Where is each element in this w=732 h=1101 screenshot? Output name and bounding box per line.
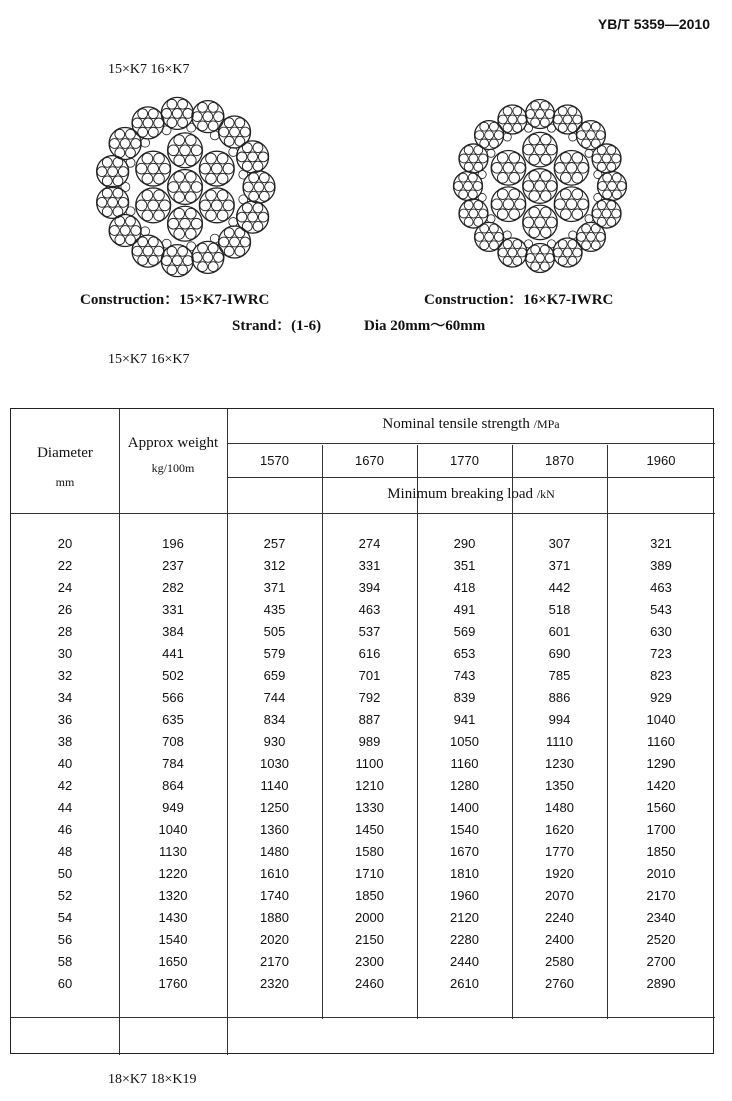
- table-cell: 502: [162, 668, 184, 683]
- table-cell: 2240: [545, 910, 574, 925]
- table-cell: 949: [162, 800, 184, 815]
- rope-types-top: 15×K7 16×K7: [108, 62, 190, 77]
- table-cell: 635: [162, 712, 184, 727]
- table-cell: 60: [57, 976, 73, 991]
- table-cell: 1230: [545, 756, 574, 771]
- table-cell: 1330: [355, 800, 384, 815]
- strength-header-unit: /MPa: [533, 417, 560, 431]
- table-cell: 46: [57, 822, 73, 837]
- table-cell: 930: [263, 734, 286, 749]
- table-cell: 2150: [355, 932, 384, 947]
- table-cell: 1850: [646, 844, 676, 859]
- table-cell: 708: [162, 734, 184, 749]
- table-cell: 1160: [647, 734, 675, 749]
- table-cell: 1650: [158, 954, 188, 969]
- table-cell: 1360: [260, 822, 289, 837]
- table-cell: 389: [650, 558, 672, 573]
- table-cell: 331: [162, 602, 184, 617]
- construction-left-label: Construction：15×K7-IWRC: [80, 292, 270, 308]
- table-cell: 785: [548, 668, 571, 683]
- table-cell: 2010: [646, 866, 676, 881]
- table-cell: 2020: [260, 932, 289, 947]
- table-cell: 32: [57, 668, 73, 683]
- table-cell: 441: [162, 646, 184, 661]
- table-cell: 2520: [646, 932, 676, 947]
- table-cell: 290: [453, 536, 476, 551]
- table-cell: 1210: [355, 778, 384, 793]
- table-cell: 2580: [545, 954, 574, 969]
- rope-cross-section-15-strand-image: [94, 96, 276, 278]
- table-cell: 1100: [355, 756, 384, 771]
- table-cell: 1740: [260, 888, 289, 903]
- load-header-unit: /kN: [536, 487, 555, 501]
- table-cell: 1430: [158, 910, 188, 925]
- table-cell: 2440: [450, 954, 479, 969]
- table-cell: 44: [57, 800, 73, 815]
- table-cell: 1040: [158, 822, 188, 837]
- table-cell: 2460: [355, 976, 384, 991]
- table-cell: 24: [57, 580, 73, 595]
- table-cell: 2400: [545, 932, 574, 947]
- table-cell: 196: [162, 536, 184, 551]
- standard-number: YB/T 5359—2010: [597, 16, 710, 32]
- strength-grade-header: 1960: [646, 453, 676, 468]
- table-cell: 1280: [450, 778, 479, 793]
- table-cell: 1400: [450, 800, 479, 815]
- rope-types-mid: 15×K7 16×K7: [108, 352, 190, 367]
- table-cell: 307: [548, 536, 571, 551]
- table-cell: 1290: [646, 756, 676, 771]
- strength-header-label: Nominal tensile strength: [382, 416, 530, 432]
- table-cell: 50: [57, 866, 73, 881]
- table-cell: 1350: [545, 778, 574, 793]
- table-cell: 34: [57, 690, 73, 705]
- table-cell: 30: [57, 646, 73, 661]
- table-cell: 839: [453, 690, 476, 705]
- table-cell: 237: [162, 558, 184, 573]
- table-cell: 1960: [450, 888, 479, 903]
- table-cell: 1710: [355, 866, 384, 881]
- table-cell: 518: [548, 602, 571, 617]
- table-cell: 56: [57, 932, 73, 947]
- table-cell: 886: [548, 690, 571, 705]
- table-cell: 1880: [260, 910, 289, 925]
- table-cell: 1760: [158, 976, 188, 991]
- table-cell: 26: [57, 602, 73, 617]
- diameter-range-label: Dia 20mm～60mm: [364, 318, 486, 334]
- table-cell: 701: [358, 668, 381, 683]
- table-cell: 1420: [646, 778, 676, 793]
- table-cell: 616: [358, 646, 381, 661]
- table-cell: 989: [358, 734, 381, 749]
- table-cell: 2300: [355, 954, 384, 969]
- table-cell: 1670: [450, 844, 479, 859]
- table-cell: 601: [548, 624, 571, 639]
- table-cell: 1160: [450, 756, 479, 771]
- table-cell: 1480: [545, 800, 574, 815]
- table-cell: 929: [650, 690, 672, 705]
- table-cell: 743: [453, 668, 476, 683]
- table-cell: 2700: [646, 954, 676, 969]
- table-cell: 257: [263, 536, 286, 551]
- table-cell: 442: [548, 580, 571, 595]
- table-cell: 653: [453, 646, 476, 661]
- breaking-load-table: [10, 408, 714, 1054]
- table-cell: 36: [57, 712, 73, 727]
- table-cell: 792: [358, 690, 381, 705]
- table-cell: 42: [57, 778, 73, 793]
- table-cell: 2320: [260, 976, 289, 991]
- rope-types-bottom: 18×K7 18×K19: [108, 1072, 197, 1087]
- table-cell: 371: [548, 558, 571, 573]
- table-cell: 1920: [545, 866, 574, 881]
- table-cell: 384: [162, 624, 184, 639]
- table-cell: 2890: [646, 976, 676, 991]
- table-cell: 1220: [158, 866, 188, 881]
- load-header-label: Minimum breaking load: [387, 486, 534, 502]
- table-cell: 1700: [646, 822, 676, 837]
- table-cell: 823: [650, 668, 672, 683]
- table-cell: 537: [358, 624, 381, 639]
- table-cell: 1320: [158, 888, 188, 903]
- table-cell: 579: [263, 646, 286, 661]
- table-cell: 58: [57, 954, 73, 969]
- table-cell: 463: [650, 580, 672, 595]
- weight-unit: kg/100m: [151, 461, 195, 475]
- weight-header: Approx weight: [127, 435, 219, 451]
- table-cell: 1040: [646, 712, 676, 727]
- construction-right-label: Construction：16×K7-IWRC: [424, 292, 614, 308]
- table-cell: 744: [263, 690, 286, 705]
- table-cell: 2760: [545, 976, 574, 991]
- table-cell: 784: [162, 756, 184, 771]
- diameter-unit: mm: [55, 475, 75, 489]
- table-cell: 1480: [260, 844, 289, 859]
- table-cell: 834: [263, 712, 286, 727]
- table-cell: 274: [358, 536, 381, 551]
- table-cell: 2280: [450, 932, 479, 947]
- strength-grade-header: 1870: [545, 453, 574, 468]
- table-cell: 52: [57, 888, 73, 903]
- table-cell: 1610: [260, 866, 289, 881]
- table-cell: 566: [162, 690, 184, 705]
- table-cell: 20: [57, 536, 73, 551]
- table-cell: 941: [453, 712, 476, 727]
- table-cell: 435: [263, 602, 286, 617]
- table-cell: 1140: [260, 778, 289, 793]
- table-cell: 2610: [450, 976, 479, 991]
- table-cell: 40: [57, 756, 73, 771]
- table-cell: 723: [650, 646, 672, 661]
- table-cell: 1810: [450, 866, 479, 881]
- table-cell: 630: [650, 624, 672, 639]
- table-cell: 1450: [355, 822, 384, 837]
- diameter-header: Diameter: [37, 445, 93, 461]
- table-cell: 463: [358, 602, 381, 617]
- strand-label: Strand：(1-6): [232, 318, 322, 334]
- table-cell: 1560: [646, 800, 676, 815]
- table-cell: 887: [358, 712, 381, 727]
- table-cell: 22: [57, 558, 73, 573]
- table-cell: 1620: [545, 822, 574, 837]
- table-cell: 54: [57, 910, 73, 925]
- table-cell: 1050: [450, 734, 479, 749]
- table-cell: 2170: [260, 954, 289, 969]
- table-cell: 1030: [260, 756, 289, 771]
- strength-grade-header: 1570: [260, 453, 289, 468]
- table-cell: 1540: [450, 822, 479, 837]
- table-cell: 1770: [545, 844, 574, 859]
- table-cell: 864: [162, 778, 184, 793]
- table-cell: 569: [453, 624, 476, 639]
- table-cell: 312: [263, 558, 286, 573]
- table-cell: 394: [358, 580, 381, 595]
- table-cell: 1110: [546, 734, 573, 749]
- rope-cross-section-16-strand-image: [452, 98, 628, 274]
- load-header: [227, 486, 715, 503]
- table-cell: 690: [548, 646, 571, 661]
- table-cell: 994: [548, 712, 571, 727]
- table-cell: 1540: [158, 932, 188, 947]
- table-cell: 418: [453, 580, 476, 595]
- table-cell: 1850: [355, 888, 384, 903]
- strength-header: [227, 416, 715, 433]
- table-cell: 371: [263, 580, 286, 595]
- table-cell: 38: [57, 734, 73, 749]
- table-cell: 1250: [260, 800, 289, 815]
- table-cell: 282: [162, 580, 184, 595]
- table-cell: 2070: [545, 888, 574, 903]
- table-cell: 2000: [355, 910, 384, 925]
- table-cell: 331: [358, 558, 381, 573]
- table-cell: 505: [263, 624, 286, 639]
- table-cell: 48: [57, 844, 73, 859]
- table-cell: 2120: [450, 910, 479, 925]
- table-cell: 2170: [646, 888, 676, 903]
- table-cell: 491: [453, 602, 476, 617]
- table-cell: 1130: [159, 844, 187, 859]
- table-cell: 321: [650, 536, 672, 551]
- table-cell: 543: [650, 602, 672, 617]
- strength-grade-header: 1670: [355, 453, 384, 468]
- table-cell: 659: [263, 668, 286, 683]
- table-cell: 351: [453, 558, 476, 573]
- table-cell: 1580: [355, 844, 384, 859]
- table-cell: 2340: [646, 910, 676, 925]
- table-cell: 28: [57, 624, 73, 639]
- strength-grade-header: 1770: [450, 453, 479, 468]
